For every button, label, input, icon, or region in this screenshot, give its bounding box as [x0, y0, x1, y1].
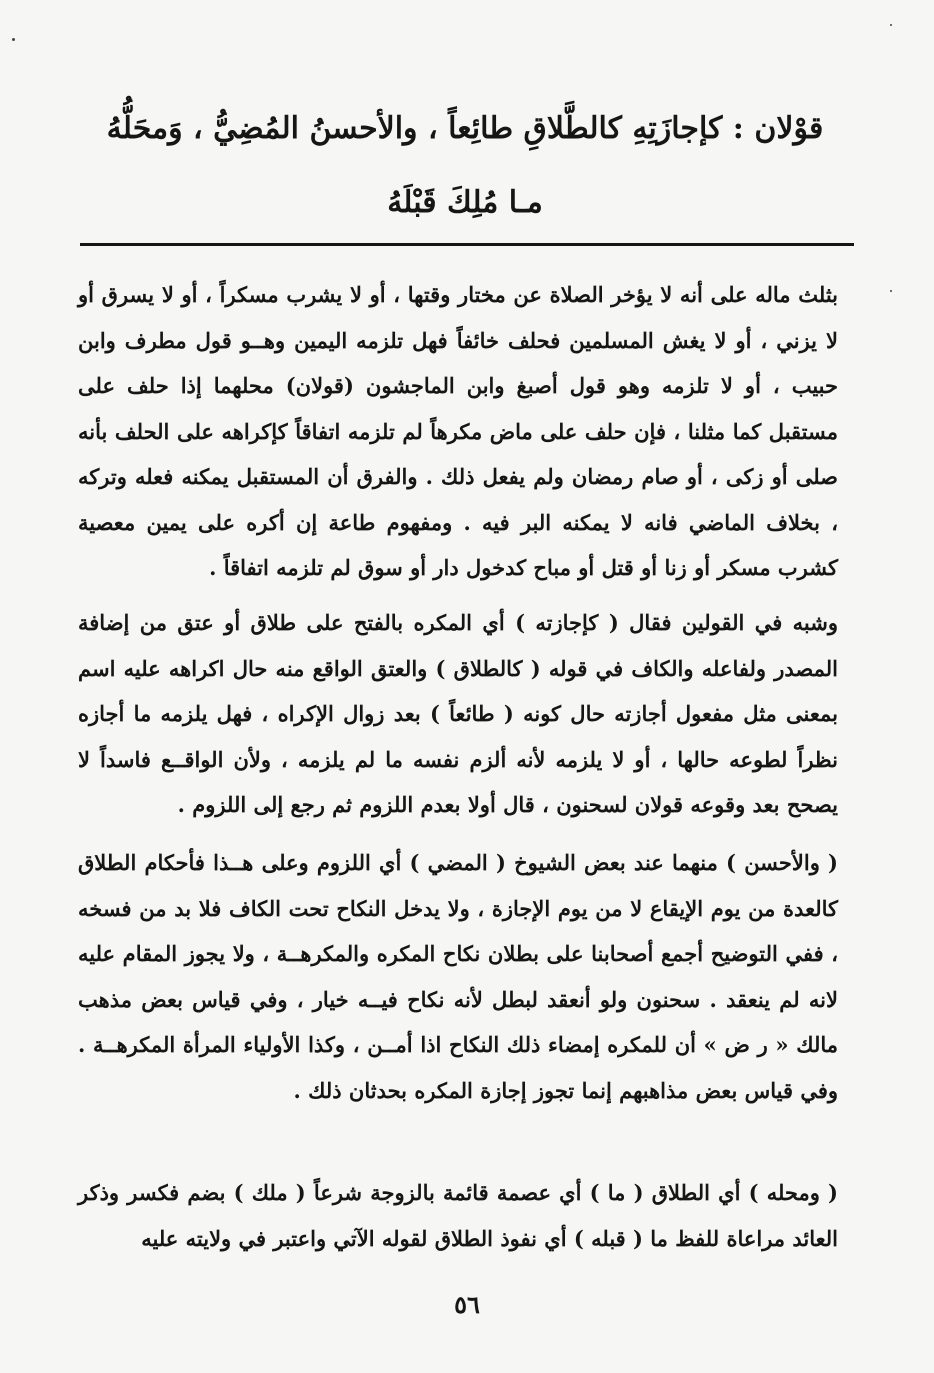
scan-speck: [12, 38, 15, 41]
commentary-paragraph-4: ( ومحله ) أي الطلاق ( ما ) أي عصمة قائمة بالزوجة شرعاً ( ملك ) بضم فكسر وذكر العائد مراعاة للفظ ما ( قبله ) أي نفوذ الطلاق لقوله الآتي واعتبر في ولايته عليه: [78, 1180, 838, 1251]
commentary-paragraph-1: بثلث ماله على أنه لا يؤخر الصلاة عن مختار وقتها ، أو لا يشرب مسكراً ، أو لا يسرق أو لا يزني ، أو لا يغش المسلمين فحلف خائفاً فهل تلزمه اليمين وهــو قول مطرف وابن حبيب ، أو لا تلزمه وهو قول أصبغ وابن الماجشون (قولان) محلهما إذا حلف على مستقبل كما مثلنا ، فإن حلف على ماض مكرهاً لم تلزمه اتفاقاً كإكراهه على الحلف بأنه صلى أو زكى ، أو صام رمضان ولم يفعل ذلك . والفرق أن المستقبل يمكنه فعله وتركه ، بخلاف الماضي فانه لا يمكنه البر فيه . ومفهوم طاعة إن أكره على يمين معصية كشرب مسكر أو زنا أو قتل أو مباح كدخول دار أو سوق لم تلزمه اتفاقاً .: [78, 282, 838, 580]
matn-line-1: قوْلان : كإجازَتِهِ كالطَّلاقِ طائِعاً ، والأحسنُ المُضِيُّ ، وَمحَلُّهُ: [106, 111, 824, 146]
commentary-paragraph-2: وشبه في القولين فقال ( كإجازته ) أي المكره بالفتح على طلاق أو عتق من إضافة المصدر ولفاعله والكاف في قوله ( كالطلاق ) والعتق الواقع منه حال اكراهه عليه اسم بمعنى مثل مفعول أجازته حال كونه ( طائعاً ) بعد زوال الإكراه ، فهل يلزمه ما أجازه نظراً لطوعه حالها ، أو لا يلزمه لأنه ألزم نفسه ما لم يلزمه ، ولأن الواقــع فاسداً لا يصحح بعد وقوعه قولان لسحنون ، قال أولا بعدم اللزوم ثم رجع إلى اللزوم .: [78, 610, 838, 817]
matn-heading: [90, 92, 840, 240]
commentary-paragraph-3: ( والأحسن ) منهما عند بعض الشيوخ ( المضي ) أي اللزوم وعلى هــذا فأحكام الطلاق كالعدة من يوم الإيقاع لا من يوم الإجازة ، ولا يدخل النكاح تحت الكاف فلا بد من فسخه ، ففي التوضيح أجمع أصحابنا على بطلان نكاح المكره والمكرهــة ، ولا يجوز المقام عليه لانه لم ينعقد . سحنون ولو أنعقد لبطل لأنه نكاح فيــه خيار ، وفي قياس بعض مذهب مالك « ر ض » أن للمكره إمضاء ذلك النكاح اذا أمــن ، وكذا الأولياء المرأة المكرهــة . وفي قياس بعض مذاهبهم إنما تجوز إجازة المكره بحدثان ذلك .: [78, 850, 838, 1103]
scan-speck: [890, 24, 892, 26]
commentary-body: [78, 272, 838, 1261]
page-number: ٥٦: [454, 1290, 480, 1319]
matn-line-2: مـا مُلِكَ قَبْلَهُ: [387, 185, 543, 220]
scan-speck: [890, 290, 892, 292]
section-divider: [80, 243, 854, 246]
